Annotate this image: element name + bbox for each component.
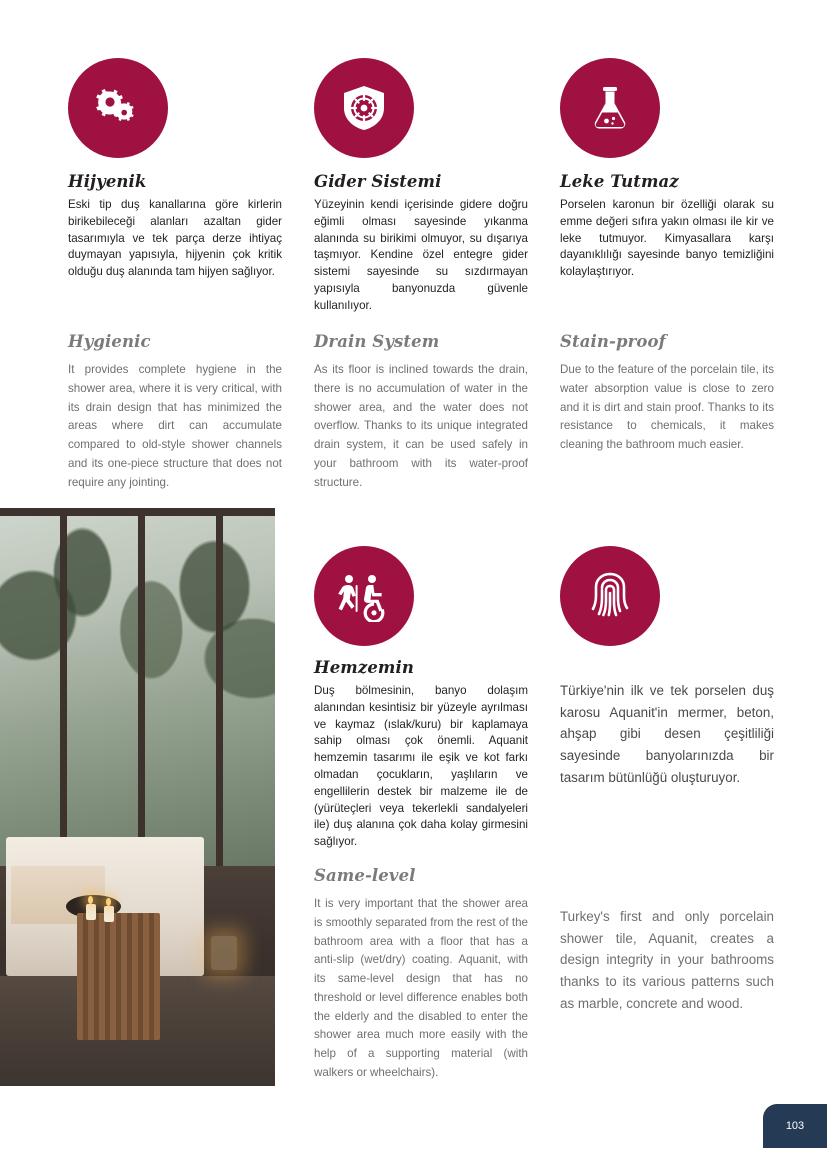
heading-hygienic-en: Hygienic bbox=[68, 332, 151, 351]
column-drain bbox=[314, 172, 528, 315]
body-pattern-tr: Türkiye'nin ilk ve tek porselen duş karosu Aquanit'in mermer, beton, ahşap gibi desen çeşitliliği sayesinde banyolarınızda bir tasarım bütünlüğü oluşturuyor. bbox=[560, 683, 774, 785]
photo-wooden-stool bbox=[77, 913, 160, 1040]
column-stain-en bbox=[560, 332, 774, 455]
heading-same-level-tr: Hemzemin bbox=[314, 658, 414, 677]
bathroom-interior-photo bbox=[0, 508, 275, 1086]
page-number-tab bbox=[763, 1104, 827, 1148]
photo-candle-flame bbox=[88, 896, 93, 904]
photo-candle-flame bbox=[106, 898, 111, 906]
accessibility-icon bbox=[314, 546, 414, 646]
heading-drain-en: Drain System bbox=[314, 332, 440, 351]
column-hygienic bbox=[68, 172, 282, 281]
body-hygienic-tr: Eski tip duş kanallarına göre kirlerin birikebileceği alanları azaltan gider tasarımıyla ve tek parça derze ihtiyaç duymayan yapısıyla, hijyenin çok kritik olduğu duş alanında tam hijyen sağlıyor. bbox=[68, 198, 282, 279]
column-stain bbox=[560, 172, 774, 281]
photo-candle bbox=[86, 904, 96, 920]
flask-icon bbox=[560, 58, 660, 158]
gears-icon bbox=[68, 58, 168, 158]
heading-same-level-en: Same-level bbox=[314, 866, 416, 885]
body-stain-tr: Porselen karonun bir özelliği olarak su emme değeri sıfıra yakın olması ile kir ve leke tutmuyor. Kimyasallara karşı dayanıklılığı sayesinde banyo temizliğini kolaylaştırıyor. bbox=[560, 198, 774, 279]
column-same-level bbox=[314, 658, 528, 851]
heading-stain-tr: Leke Tutmaz bbox=[560, 172, 679, 191]
column-drain-en bbox=[314, 332, 528, 492]
photo-window-mullion bbox=[216, 508, 223, 866]
shield-drain-icon bbox=[314, 58, 414, 158]
photo-window-frame-top bbox=[0, 508, 275, 516]
photo-candle bbox=[104, 906, 114, 922]
page-number: 103 bbox=[785, 1120, 805, 1132]
body-stain-en: Due to the feature of the porcelain tile, its water absorption value is close to zero and it is dirt and stain proof. Thanks to its resistance to chemicals, it makes cleaning the bathroom much easier. bbox=[560, 363, 774, 452]
body-drain-tr: Yüzeyinin kendi içerisinde gidere doğru eğimli olması sayesinde yıkanma alanında su birikimi olmuyor, su dışarıya taşmıyor. Kendine özel entegre gider sistemi sayesinde su sızdırmayan yapısıyla banyonuzda güvenle kullanılıyor. bbox=[314, 198, 528, 312]
heading-drain-tr: Gider Sistemi bbox=[314, 172, 442, 191]
column-hygienic-en bbox=[68, 332, 282, 492]
body-drain-en: As its floor is inclined towards the drain, there is no accumulation of water in the shower area, and the water does not overflow. Thanks to its unique integrated drain system, it can be used safely in your bathroom with its water-proof structure. bbox=[314, 363, 528, 489]
photo-window-mullion bbox=[138, 508, 145, 866]
heading-stain-en: Stain-proof bbox=[560, 332, 666, 351]
photo-glass-candle bbox=[211, 936, 237, 970]
column-same-level-en bbox=[314, 866, 528, 1083]
body-hygienic-en: It provides complete hygiene in the shower area, where it is very critical, with its drain design that has minimized the areas where dirt can accumulate compared to old-style shower channels and its one-piece structure that does not require any jointing. bbox=[68, 363, 282, 489]
body-pattern-en: Turkey's first and only porcelain shower tile, Aquanit, creates a design integrity in your bathrooms thanks to its various patterns such as marble, concrete and wood. bbox=[560, 909, 774, 1011]
body-same-level-en: It is very important that the shower area is smoothly separated from the rest of the bathroom area with a floor that has a anti-slip (wet/dry) coating. Aquanit, with its same-level design that has no threshold or level difference enables both the elderly and the disabled to enter the shower area much more easily with the help of a supporting material (with walkers or wheelchairs). bbox=[314, 897, 528, 1080]
body-same-level-tr: Duş bölmesinin, banyo dolaşım alanından kesintisiz bir yüzeyle ayrılması ve kaymaz (ıslak/kuru) bir kaplamaya sahip olması çok önemli. Aquanit hemzemin tasarımı ile eşik ve kot farkı olmadan çocukların, yaşlıların ve engellilerin destek bir malzeme ile de (yürüteçleri veya tekerlekli sandalyeleri ile) duş alanına çok daha kolay girmesini sağlıyor. bbox=[314, 684, 528, 849]
column-pattern-tr bbox=[560, 680, 774, 789]
heading-hygienic-tr: Hijyenik bbox=[68, 172, 147, 191]
fingerprint-icon bbox=[560, 546, 660, 646]
photo-window-mullion bbox=[60, 508, 67, 866]
column-pattern-en bbox=[560, 906, 774, 1015]
